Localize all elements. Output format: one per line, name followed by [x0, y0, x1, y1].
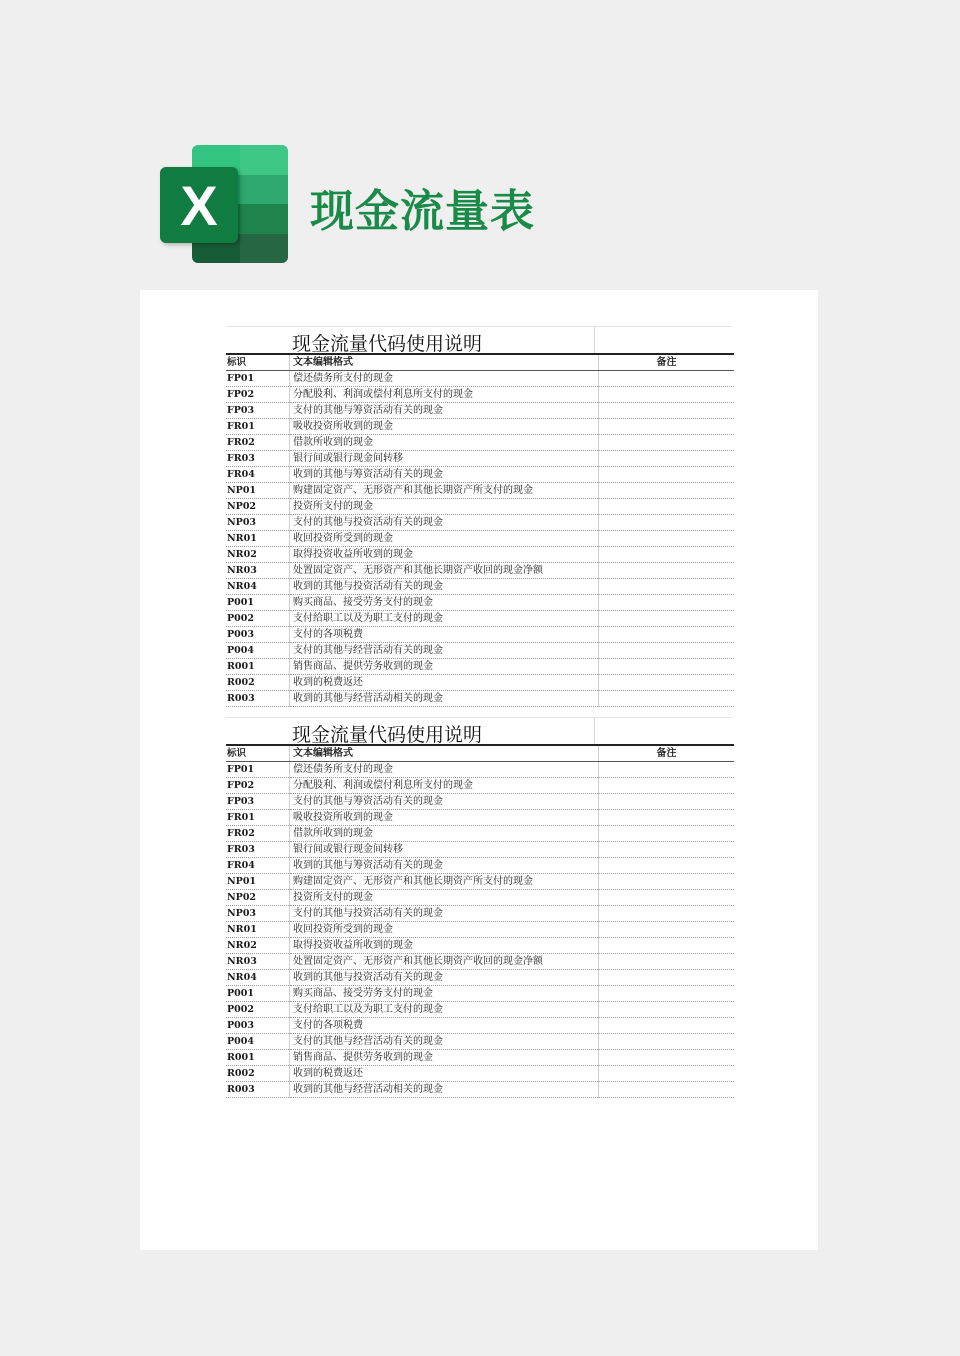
table-row: [226, 762, 734, 778]
row-desc: 销售商品、提供劳务收到的现金: [290, 659, 599, 675]
column-header-note: 备注: [599, 354, 735, 371]
table-row: [226, 1066, 734, 1082]
row-id: P001: [226, 595, 290, 611]
row-desc: 销售商品、提供劳务收到的现金: [290, 1050, 599, 1066]
row-id: NR02: [226, 547, 290, 563]
row-id: NP02: [226, 499, 290, 515]
row-note: [599, 826, 735, 842]
header: [160, 145, 860, 265]
row-note: [599, 579, 735, 595]
table-row: [226, 858, 734, 874]
table-row: [226, 419, 734, 435]
row-desc: 收到的其他与投资活动有关的现金: [290, 579, 599, 595]
row-id: FP03: [226, 794, 290, 810]
row-note: [599, 563, 735, 579]
table-row: [226, 954, 734, 970]
row-note: [599, 483, 735, 499]
row-desc: 支付给职工以及为职工支付的现金: [290, 1002, 599, 1018]
row-desc: 支付的其他与投资活动有关的现金: [290, 515, 599, 531]
row-note: [599, 419, 735, 435]
row-id: R001: [226, 659, 290, 675]
row-desc: 收到的税费返还: [290, 1066, 599, 1082]
table-row: [226, 826, 734, 842]
table-header-row: [226, 745, 734, 762]
table-row: [226, 938, 734, 954]
table-row: [226, 906, 734, 922]
excel-badge: [160, 167, 238, 243]
row-note: [599, 1002, 735, 1018]
table-row: [226, 1082, 734, 1098]
row-note: [599, 762, 735, 778]
row-desc: 处置固定资产、无形资产和其他长期资产收回的现金净额: [290, 954, 599, 970]
row-note: [599, 922, 735, 938]
row-desc: 支付的其他与筹资活动有关的现金: [290, 403, 599, 419]
row-desc: 投资所支付的现金: [290, 499, 599, 515]
row-note: [599, 499, 735, 515]
table-row: [226, 371, 734, 387]
row-id: NR04: [226, 970, 290, 986]
row-note: [599, 371, 735, 387]
table-row: [226, 595, 734, 611]
column-header-id: 标识: [226, 745, 290, 762]
column-header-desc: 文本编辑格式: [290, 354, 599, 371]
row-note: [599, 387, 735, 403]
row-desc: 取得投资收益所收到的现金: [290, 938, 599, 954]
row-desc: 购建固定资产、无形资产和其他长期资产所支付的现金: [290, 483, 599, 499]
row-note: [599, 659, 735, 675]
table-row: [226, 986, 734, 1002]
row-desc: 收到的税费返还: [290, 675, 599, 691]
table-row: [226, 675, 734, 691]
row-note: [599, 403, 735, 419]
row-desc: 取得投资收益所收到的现金: [290, 547, 599, 563]
row-note: [599, 435, 735, 451]
row-note: [599, 1066, 735, 1082]
row-note: [599, 970, 735, 986]
table-row: [226, 778, 734, 794]
row-id: R002: [226, 675, 290, 691]
row-desc: 处置固定资产、无形资产和其他长期资产收回的现金净额: [290, 563, 599, 579]
table-row: [226, 451, 734, 467]
row-id: FP02: [226, 387, 290, 403]
row-id: FR04: [226, 858, 290, 874]
row-id: FR02: [226, 435, 290, 451]
row-desc: 吸收投资所收到的现金: [290, 810, 599, 826]
row-note: [599, 938, 735, 954]
table-row: [226, 483, 734, 499]
table-row: [226, 890, 734, 906]
row-note: [599, 954, 735, 970]
row-desc: 借款所收到的现金: [290, 435, 599, 451]
row-note: [599, 1018, 735, 1034]
table-row: [226, 563, 734, 579]
row-note: [599, 531, 735, 547]
row-note: [599, 675, 735, 691]
row-desc: 投资所支付的现金: [290, 890, 599, 906]
row-desc: 购买商品、接受劳务支付的现金: [290, 986, 599, 1002]
column-header-note: 备注: [599, 745, 735, 762]
row-id: FR04: [226, 467, 290, 483]
table-row: [226, 403, 734, 419]
row-desc: 银行间或银行现金间转移: [290, 451, 599, 467]
table-row: [226, 1034, 734, 1050]
table-row: [226, 467, 734, 483]
row-note: [599, 643, 735, 659]
table-row: [226, 435, 734, 451]
table-row: [226, 499, 734, 515]
row-note: [599, 858, 735, 874]
table-row: [226, 387, 734, 403]
row-id: P001: [226, 986, 290, 1002]
table-row: [226, 611, 734, 627]
row-desc: 收到的其他与经营活动相关的现金: [290, 1082, 599, 1098]
row-desc: 购买商品、接受劳务支付的现金: [290, 595, 599, 611]
row-id: P004: [226, 1034, 290, 1050]
row-note: [599, 1050, 735, 1066]
code-table: [226, 744, 734, 1098]
row-id: NR01: [226, 922, 290, 938]
table-row: [226, 515, 734, 531]
table-row: [226, 659, 734, 675]
row-note: [599, 691, 735, 707]
row-desc: 支付的各项税费: [290, 1018, 599, 1034]
row-id: NR03: [226, 954, 290, 970]
row-desc: 分配股利、利润或偿付利息所支付的现金: [290, 387, 599, 403]
row-note: [599, 611, 735, 627]
row-id: FP01: [226, 371, 290, 387]
row-id: P003: [226, 627, 290, 643]
row-desc: 支付的其他与投资活动有关的现金: [290, 906, 599, 922]
document-preview: [140, 290, 818, 1250]
row-id: NR01: [226, 531, 290, 547]
row-note: [599, 595, 735, 611]
sheet-block: [226, 717, 732, 1098]
row-desc: 收到的其他与经营活动相关的现金: [290, 691, 599, 707]
table-row: [226, 810, 734, 826]
table-row: [226, 1002, 734, 1018]
row-id: NP01: [226, 483, 290, 499]
row-id: FR02: [226, 826, 290, 842]
row-desc: 偿还债务所支付的现金: [290, 762, 599, 778]
table-row: [226, 691, 734, 707]
row-id: P002: [226, 611, 290, 627]
row-id: R002: [226, 1066, 290, 1082]
table-row: [226, 794, 734, 810]
row-id: P004: [226, 643, 290, 659]
row-note: [599, 778, 735, 794]
row-desc: 购建固定资产、无形资产和其他长期资产所支付的现金: [290, 874, 599, 890]
row-id: FR01: [226, 810, 290, 826]
row-id: FR01: [226, 419, 290, 435]
row-note: [599, 467, 735, 483]
row-desc: 银行间或银行现金间转移: [290, 842, 599, 858]
row-id: NP01: [226, 874, 290, 890]
row-note: [599, 890, 735, 906]
row-note: [599, 451, 735, 467]
row-note: [599, 906, 735, 922]
row-desc: 支付的其他与经营活动有关的现金: [290, 643, 599, 659]
page-title: 现金流量表: [310, 186, 535, 237]
table-row: [226, 579, 734, 595]
table-row: [226, 1050, 734, 1066]
row-note: [599, 1034, 735, 1050]
row-id: P003: [226, 1018, 290, 1034]
table-row: [226, 970, 734, 986]
row-id: NP03: [226, 515, 290, 531]
row-id: NR03: [226, 563, 290, 579]
row-desc: 偿还债务所支付的现金: [290, 371, 599, 387]
row-desc: 支付给职工以及为职工支付的现金: [290, 611, 599, 627]
table-row: [226, 874, 734, 890]
row-note: [599, 794, 735, 810]
row-desc: 支付的其他与筹资活动有关的现金: [290, 794, 599, 810]
row-desc: 收回投资所受到的现金: [290, 922, 599, 938]
row-id: R003: [226, 691, 290, 707]
row-id: NP02: [226, 890, 290, 906]
excel-logo-icon: [160, 145, 290, 265]
table-row: [226, 531, 734, 547]
row-desc: 收回投资所受到的现金: [290, 531, 599, 547]
row-note: [599, 627, 735, 643]
sheet-title: 现金流量代码使用说明: [292, 333, 483, 355]
row-note: [599, 986, 735, 1002]
row-id: NP03: [226, 906, 290, 922]
row-id: FR03: [226, 842, 290, 858]
row-desc: 支付的各项税费: [290, 627, 599, 643]
table-row: [226, 627, 734, 643]
row-id: NR02: [226, 938, 290, 954]
row-desc: 收到的其他与筹资活动有关的现金: [290, 467, 599, 483]
sheet-title: 现金流量代码使用说明: [292, 724, 483, 746]
table-header-row: [226, 354, 734, 371]
row-desc: 收到的其他与投资活动有关的现金: [290, 970, 599, 986]
row-id: FP01: [226, 762, 290, 778]
table-row: [226, 643, 734, 659]
table-row: [226, 1018, 734, 1034]
row-id: FR03: [226, 451, 290, 467]
row-id: FP02: [226, 778, 290, 794]
row-id: R003: [226, 1082, 290, 1098]
row-note: [599, 810, 735, 826]
row-desc: 收到的其他与筹资活动有关的现金: [290, 858, 599, 874]
row-id: NR04: [226, 579, 290, 595]
row-desc: 支付的其他与经营活动有关的现金: [290, 1034, 599, 1050]
row-note: [599, 515, 735, 531]
row-desc: 吸收投资所收到的现金: [290, 419, 599, 435]
row-note: [599, 874, 735, 890]
row-id: FP03: [226, 403, 290, 419]
code-table: [226, 353, 734, 707]
table-row: [226, 842, 734, 858]
row-desc: 借款所收到的现金: [290, 826, 599, 842]
row-id: P002: [226, 1002, 290, 1018]
row-desc: 分配股利、利润或偿付利息所支付的现金: [290, 778, 599, 794]
table-row: [226, 547, 734, 563]
row-note: [599, 842, 735, 858]
table-row: [226, 922, 734, 938]
row-note: [599, 547, 735, 563]
logo-letter: X: [180, 173, 218, 237]
row-id: R001: [226, 1050, 290, 1066]
row-note: [599, 1082, 735, 1098]
column-header-desc: 文本编辑格式: [290, 745, 599, 762]
column-header-id: 标识: [226, 354, 290, 371]
sheet-block: [226, 326, 732, 707]
